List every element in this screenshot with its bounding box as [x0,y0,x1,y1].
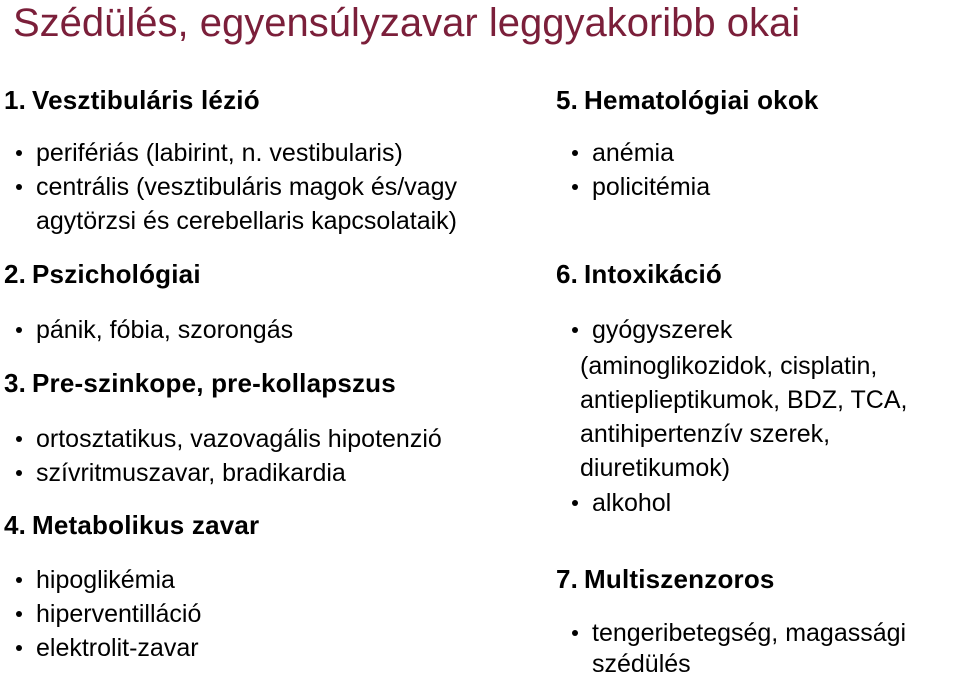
section-heading-1 [4,85,260,115]
list-item: tengeribetegség, magassági [592,619,907,647]
list-item: pánik, fóbia, szorongás [36,316,294,344]
section-heading-6 [556,259,722,289]
list-item: ortosztatikus, vazovagális hipotenzió [36,425,442,453]
list-item: hiperventilláció [36,600,202,628]
section-title-7: Multiszenzoros [584,564,775,594]
list-item: centrális (vesztibuláris magok és/vagy [36,173,457,201]
bullet-dot [572,500,578,506]
list-item: elektrolit-zavar [36,634,199,662]
section-number-7: 7. [556,564,579,594]
section-number-3: 3. [4,368,27,398]
section-title-1: Vesztibuláris lézió [32,85,260,115]
section-title-2: Pszichológiai [32,259,201,289]
list-item-continuation: antihipertenzív szerek, [580,420,831,448]
bullet-dot [16,184,22,190]
bullet-dot [16,470,22,476]
list-item-continuation: diuretikumok) [580,454,731,482]
section-heading-4 [4,510,259,540]
section-heading-3 [4,368,396,398]
list-item-continuation: (aminoglikozidok, cisplatin, [580,352,878,380]
list-item: alkohol [592,489,672,517]
section-title-3: Pre-szinkope, pre-kollapszus [32,368,396,398]
section-number-1: 1. [4,85,27,115]
list-item: perifériás (labirint, n. vestibularis) [36,139,403,167]
list-item-continuation: agytörzsi és cerebellaris kapcsolataik) [36,207,458,235]
bullet-dot [16,577,22,583]
list-item: hipoglikémia [36,566,175,594]
bullet-dot [572,184,578,190]
section-number-4: 4. [4,510,27,540]
bullet-dot [572,327,578,333]
bullet-dot [572,630,578,636]
page-title: Szédülés, egyensúlyzavar leggyakoribb okai [13,1,801,45]
section-title-6: Intoxikáció [584,259,723,289]
section-heading-5 [556,85,819,115]
section-number-2: 2. [4,259,27,289]
bullet-dot [16,150,22,156]
section-number-5: 5. [556,85,579,115]
list-item-continuation: szédülés [592,650,691,678]
list-item: policitémia [592,173,711,201]
bullet-dot [16,327,22,333]
list-item: gyógyszerek [592,316,733,344]
bullet-dot [16,436,22,442]
section-number-6: 6. [556,259,579,289]
bullet-dot [572,150,578,156]
section-title-5: Hematológiai okok [584,85,819,115]
list-item: anémia [592,139,674,167]
bullet-dot [16,645,22,651]
bullet-dot [16,611,22,617]
list-item: szívritmuszavar, bradikardia [36,459,346,487]
section-title-4: Metabolikus zavar [32,510,260,540]
section-heading-7 [556,564,775,594]
section-heading-2 [4,259,201,289]
list-item-continuation: antieplieptikumok, BDZ, TCA, [580,386,908,414]
